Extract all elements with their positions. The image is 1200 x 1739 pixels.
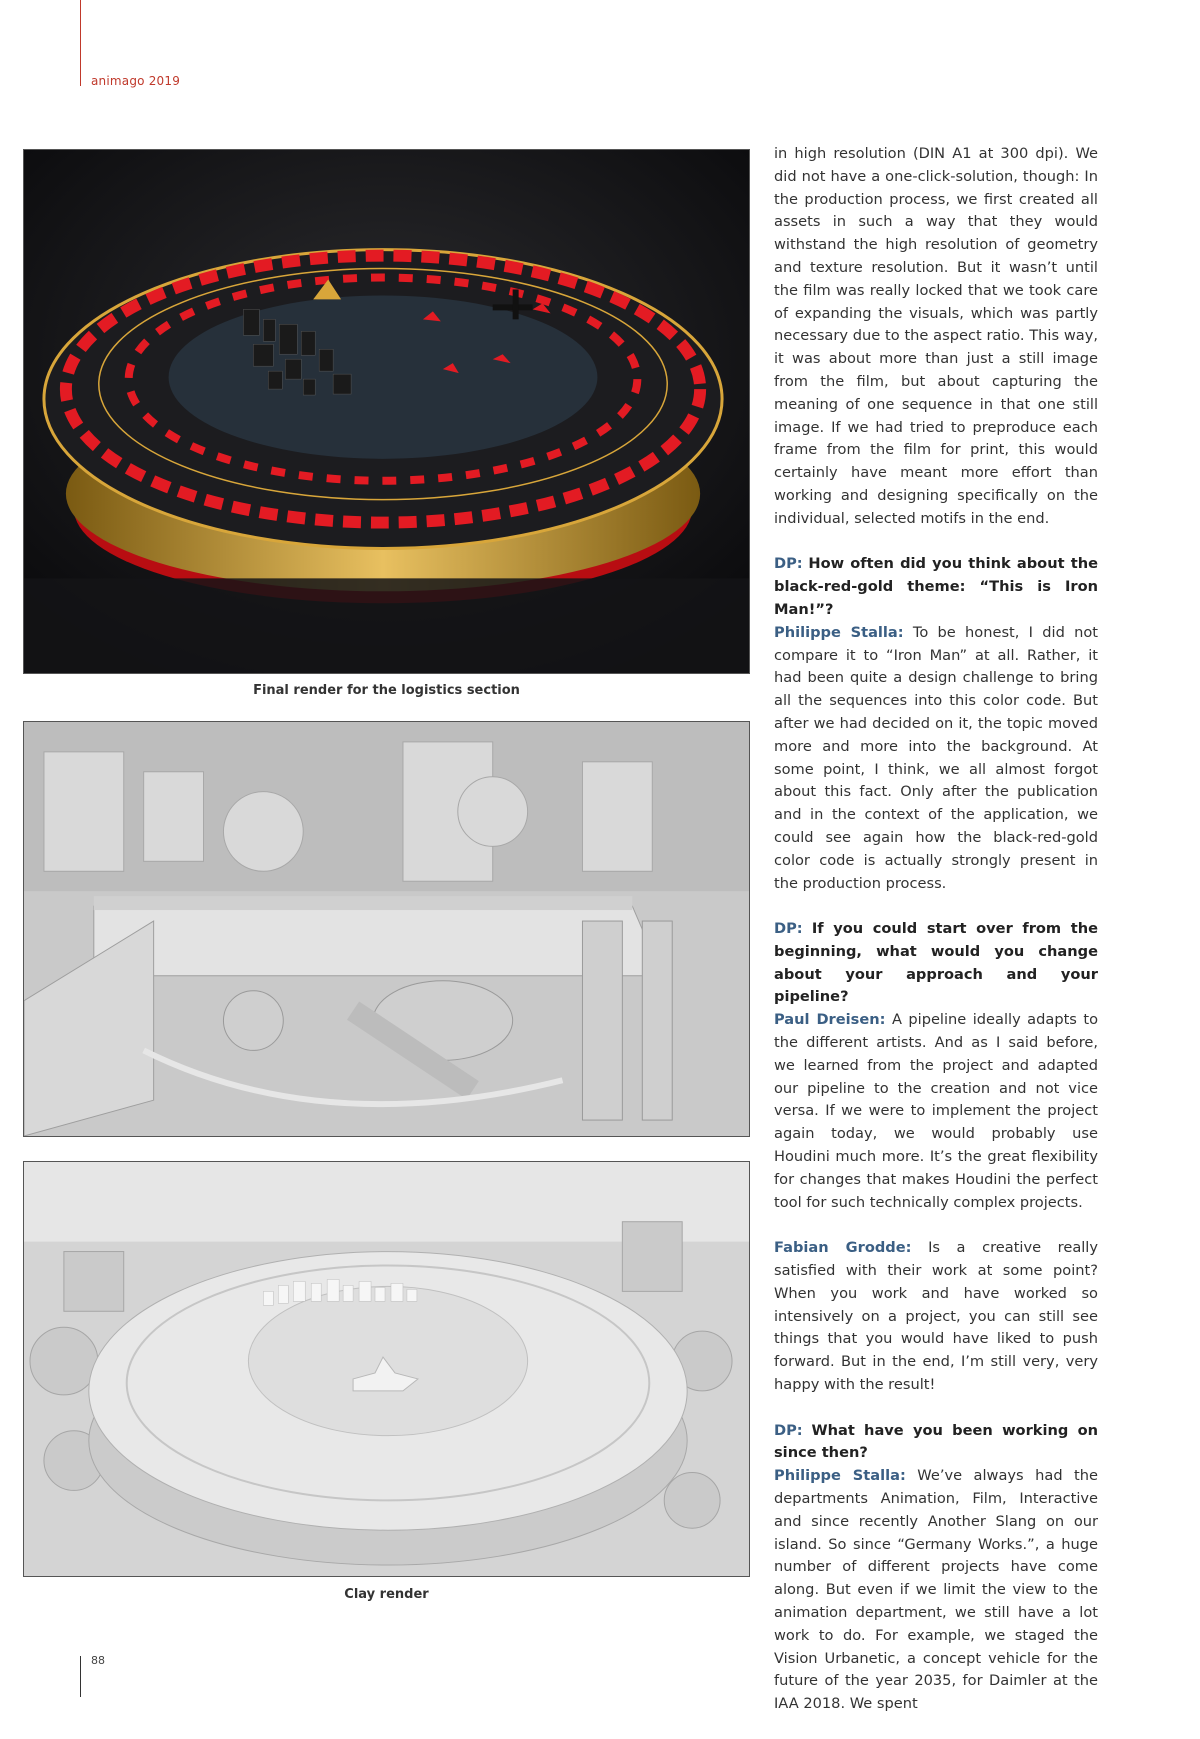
answer-text: To be honest, I did not compare it to “Iron Man” at all. Rather, it had been quite a design challenge to bring all the sequences into this color code. But after we had decided on it, the topic moved more and more into the background. At some point, I think, we all almost forgot about this fact. Only after the publication and in the context of the application, we could see again how the black-red-gold color code is actually strongly present in the production process. <box>774 623 1098 892</box>
question-label: DP: <box>774 920 803 938</box>
logistics-render-image <box>24 150 749 673</box>
page-number: 88 <box>91 1654 105 1667</box>
paragraph-intro: in high resolution (DIN A1 at 300 dpi). We did not have a one-click-solution, though: In the production process, we first created all assets in such a way that they would withstand the high resolution of geometry and texture resolution. But it wasn’t until the film was really locked that we took care of expanding the visuals, which was partly necessary due to the aspect ratio. This way, it was about more than just a still image from the film, but about capturing the meaning of one sequence in that one still image. If we had tried to preproduce each frame from the film for print, this would certainly have meant more effort than working and designing specifically on the individual, selected motifs in the end. <box>774 145 1098 527</box>
figure-machinery-render <box>23 721 750 1137</box>
answer-text: We’ve always had the departments Animation, Film, Interactive and since recently Another Slang on our island. So since “Germany Works.”, a huge number of different projects have come along. But even if we limit the view to the animation department, we still have a lot work to do. For example, we staged the Vision Urbanetic, a concept vehicle for the future of the year 2035, for Daimler at the IAA 2018. We spent <box>774 1467 1098 1713</box>
qa-since-then <box>774 1420 1098 1716</box>
question-label: DP: <box>774 1421 803 1439</box>
question-label: DP: <box>774 555 803 573</box>
caption-logistics: Final render for the logistics section <box>253 683 520 698</box>
question-text: If you could start over from the beginning, what would you change about your approach and your pipeline? <box>774 920 1099 1006</box>
article-column <box>774 143 1098 1739</box>
question-text: How often did you think about the black-red-gold theme: “This is Iron Man!”? <box>774 555 1098 618</box>
caption-clay-render: Clay render <box>344 1587 429 1602</box>
figure-clay-render <box>23 1161 750 1577</box>
figure-logistics-render <box>23 149 750 674</box>
running-header: animago 2019 <box>91 74 181 88</box>
footer-rule <box>80 1656 81 1697</box>
clay-render-image <box>24 1162 749 1576</box>
machinery-render-image <box>24 722 749 1136</box>
qa-start-over <box>774 918 1098 1214</box>
speaker-name: Fabian Grodde: <box>774 1239 912 1257</box>
speaker-name: Paul Dreisen: <box>774 1011 886 1029</box>
answer-text: Is a creative really satisfied with their work at some point? When you work and have worked so intensively on a project, you can still see things that you would have liked to push forward. But in the end, I’m still very, very happy with the result! <box>774 1239 1099 1394</box>
speaker-name: Philippe Stalla: <box>774 623 904 641</box>
qa-iron-man <box>774 553 1098 895</box>
answer-fabian <box>774 1237 1098 1397</box>
answer-text: A pipeline ideally adapts to the different artists. And as I said before, we learned from the project and adapted our pipeline to the creation and not vice versa. If we were to implement the project again today, we would probably use Houdini much more. It’s the great flexibility for changes that makes Houdini the perfect tool for such technically complex projects. <box>774 1011 1099 1211</box>
speaker-name: Philippe Stalla: <box>774 1467 906 1485</box>
header-rule <box>80 0 81 86</box>
question-text: What have you been working on since then? <box>774 1421 1098 1462</box>
